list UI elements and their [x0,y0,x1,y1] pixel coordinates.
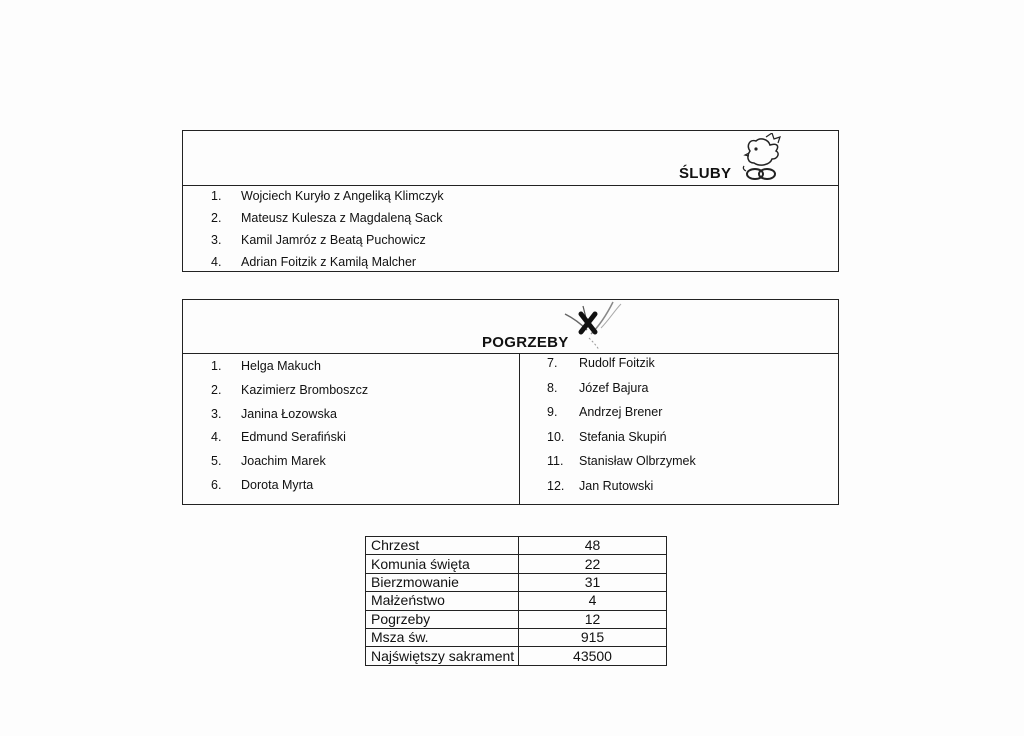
list-item: 4. Adrian Foitzik z Kamilą Malcher [211,255,417,269]
list-item: 7. Rudolf Foitzik [547,356,655,370]
funerals-list-left [193,355,368,498]
stat-label: Małżeństwo [366,592,519,610]
list-item: 4. Edmund Serafiński [211,430,346,445]
weddings-list [193,185,444,273]
stat-label: Komunia święta [366,555,519,573]
list-item: 2. Mateusz Kulesza z Magdaleną Sack [211,211,443,225]
list-item: 8. Józef Bajura [547,380,649,395]
list-item: 3. Kamil Jamróz z Beatą Puchowicz [211,233,426,247]
list-item: 12. Jan Rutowski [547,478,654,493]
funerals-title: POGRZEBY [482,334,569,351]
weddings-title: ŚLUBY [679,165,732,182]
list-item: 1. Wojciech Kuryło z Angeliką Klimczyk [211,189,444,203]
stat-value: 915 [519,628,667,646]
list-item: 6. Dorota Myrta [211,477,314,492]
list-item: 9. Andrzej Brener [547,405,663,420]
funerals-section [182,299,839,505]
stat-value: 31 [519,573,667,591]
stat-label: Pogrzeby [366,610,519,628]
stat-value: 43500 [519,647,667,665]
column-divider [519,353,520,505]
table-row [366,610,667,628]
weddings-section [182,130,839,272]
list-item: 3. Janina Łozowska [211,406,337,421]
stat-value: 4 [519,592,667,610]
sacraments-stats-table [365,536,667,666]
list-item: 11. Stanisław Olbrzymek [547,454,696,469]
stat-value: 12 [519,610,667,628]
dove-with-rings-icon [736,133,788,183]
stat-label: Najświętszy sakrament [366,647,519,665]
stat-value: 22 [519,555,667,573]
list-item: 2. Kazimierz Bromboszcz [211,382,369,397]
list-item: 10. Stefania Skupiń [547,429,667,444]
funerals-header [183,300,838,354]
table-row [366,573,667,591]
stat-label: Chrzest [366,537,519,555]
list-item: 1. Helga Makuch [211,359,321,373]
table-row [366,555,667,573]
table-row [366,537,667,555]
weddings-header [183,131,838,186]
stat-value: 48 [519,537,667,555]
cross-icon [561,300,631,352]
table-row [366,592,667,610]
table-row [366,628,667,646]
stat-label: Bierzmowanie [366,573,519,591]
funerals-list-right [529,351,696,499]
table-row [366,647,667,665]
stat-label: Msza św. [366,628,519,646]
list-item: 5. Joachim Marek [211,454,326,469]
